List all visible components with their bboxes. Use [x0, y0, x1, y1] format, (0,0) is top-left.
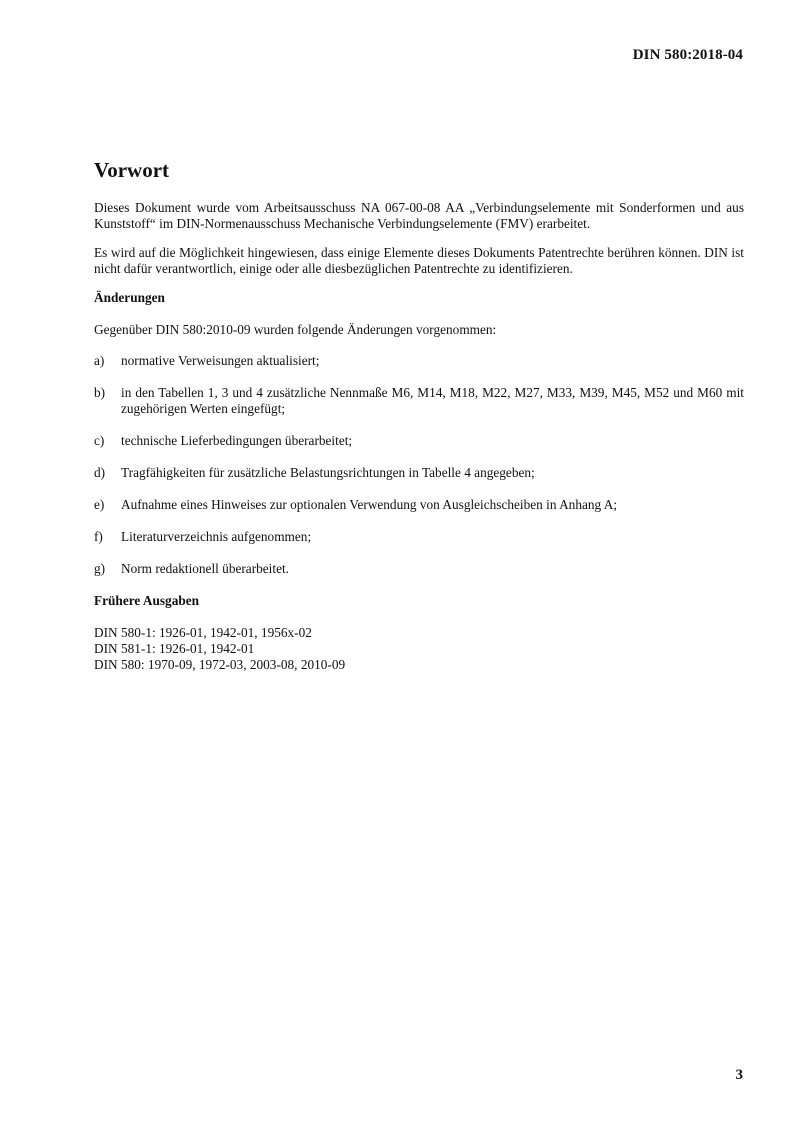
- changes-intro: Gegenüber DIN 580:2010-09 wurden folgende Änderungen vorgenommen:: [94, 322, 497, 337]
- list-item: [94, 385, 744, 417]
- changes-heading: Änderungen: [94, 290, 165, 305]
- editions-heading: Frühere Ausgaben: [94, 593, 200, 608]
- list-marker: f): [94, 529, 103, 544]
- changes-list: [94, 353, 744, 577]
- list-item-text: Literaturverzeichnis aufgenommen;: [121, 529, 312, 544]
- list-item: [94, 497, 744, 513]
- list-marker: c): [94, 433, 105, 448]
- editions-list: [94, 625, 744, 673]
- list-item-text: Tragfähigkeiten für zusätzliche Belastungsrichtungen in Tabelle 4 angegeben;: [121, 465, 535, 480]
- paragraph-patents: Es wird auf die Möglichkeit hingewiesen, dass einige Elemente dieses Dokuments Patentrechte berühren können. DIN ist nicht dafür verantwortlich, einige oder alle diesbezüglichen Patentrechte zu identifizieren.: [94, 245, 744, 276]
- list-item: [94, 465, 744, 481]
- edition-line: DIN 580-1: 1926-01, 1942-01, 1956x-02: [94, 625, 312, 640]
- list-marker: b): [94, 385, 106, 400]
- list-item: [94, 529, 744, 545]
- list-item-text: technische Lieferbedingungen überarbeitet;: [121, 433, 353, 448]
- paragraph-committee: Dieses Dokument wurde vom Arbeitsausschuss NA 067-00-08 AA „Verbindungselemente mit Sonderformen und aus Kunststoff“ im DIN-Normenausschuss Mechanische Verbindungselemente (FMV) erarbeitet.: [94, 200, 744, 231]
- list-item-text: Norm redaktionell überarbeitet.: [121, 561, 289, 576]
- list-marker: d): [94, 465, 106, 480]
- list-marker: g): [94, 561, 106, 576]
- list-marker: e): [94, 497, 105, 512]
- list-item-text: in den Tabellen 1, 3 und 4 zusätzliche Nennmaße M6, M14, M18, M22, M27, M33, M39, M45, M52 und M60 mit zugehörigen Werten eingefügt;: [121, 385, 744, 416]
- foreword-section: [94, 156, 744, 673]
- list-item: [94, 353, 744, 369]
- page-number: 3: [735, 1067, 743, 1083]
- list-item-text: normative Verweisungen aktualisiert;: [121, 353, 320, 368]
- page-title: Vorwort: [94, 158, 170, 182]
- list-item: [94, 561, 744, 577]
- edition-line: DIN 581-1: 1926-01, 1942-01: [94, 641, 255, 656]
- edition-line: DIN 580: 1970-09, 1972-03, 2003-08, 2010-09: [94, 657, 346, 672]
- list-item-text: Aufnahme eines Hinweises zur optionalen Verwendung von Ausgleichscheiben in Anhang A;: [121, 497, 618, 512]
- list-item: [94, 433, 744, 449]
- list-marker: a): [94, 353, 105, 368]
- document-code: DIN 580:2018-04: [632, 47, 743, 63]
